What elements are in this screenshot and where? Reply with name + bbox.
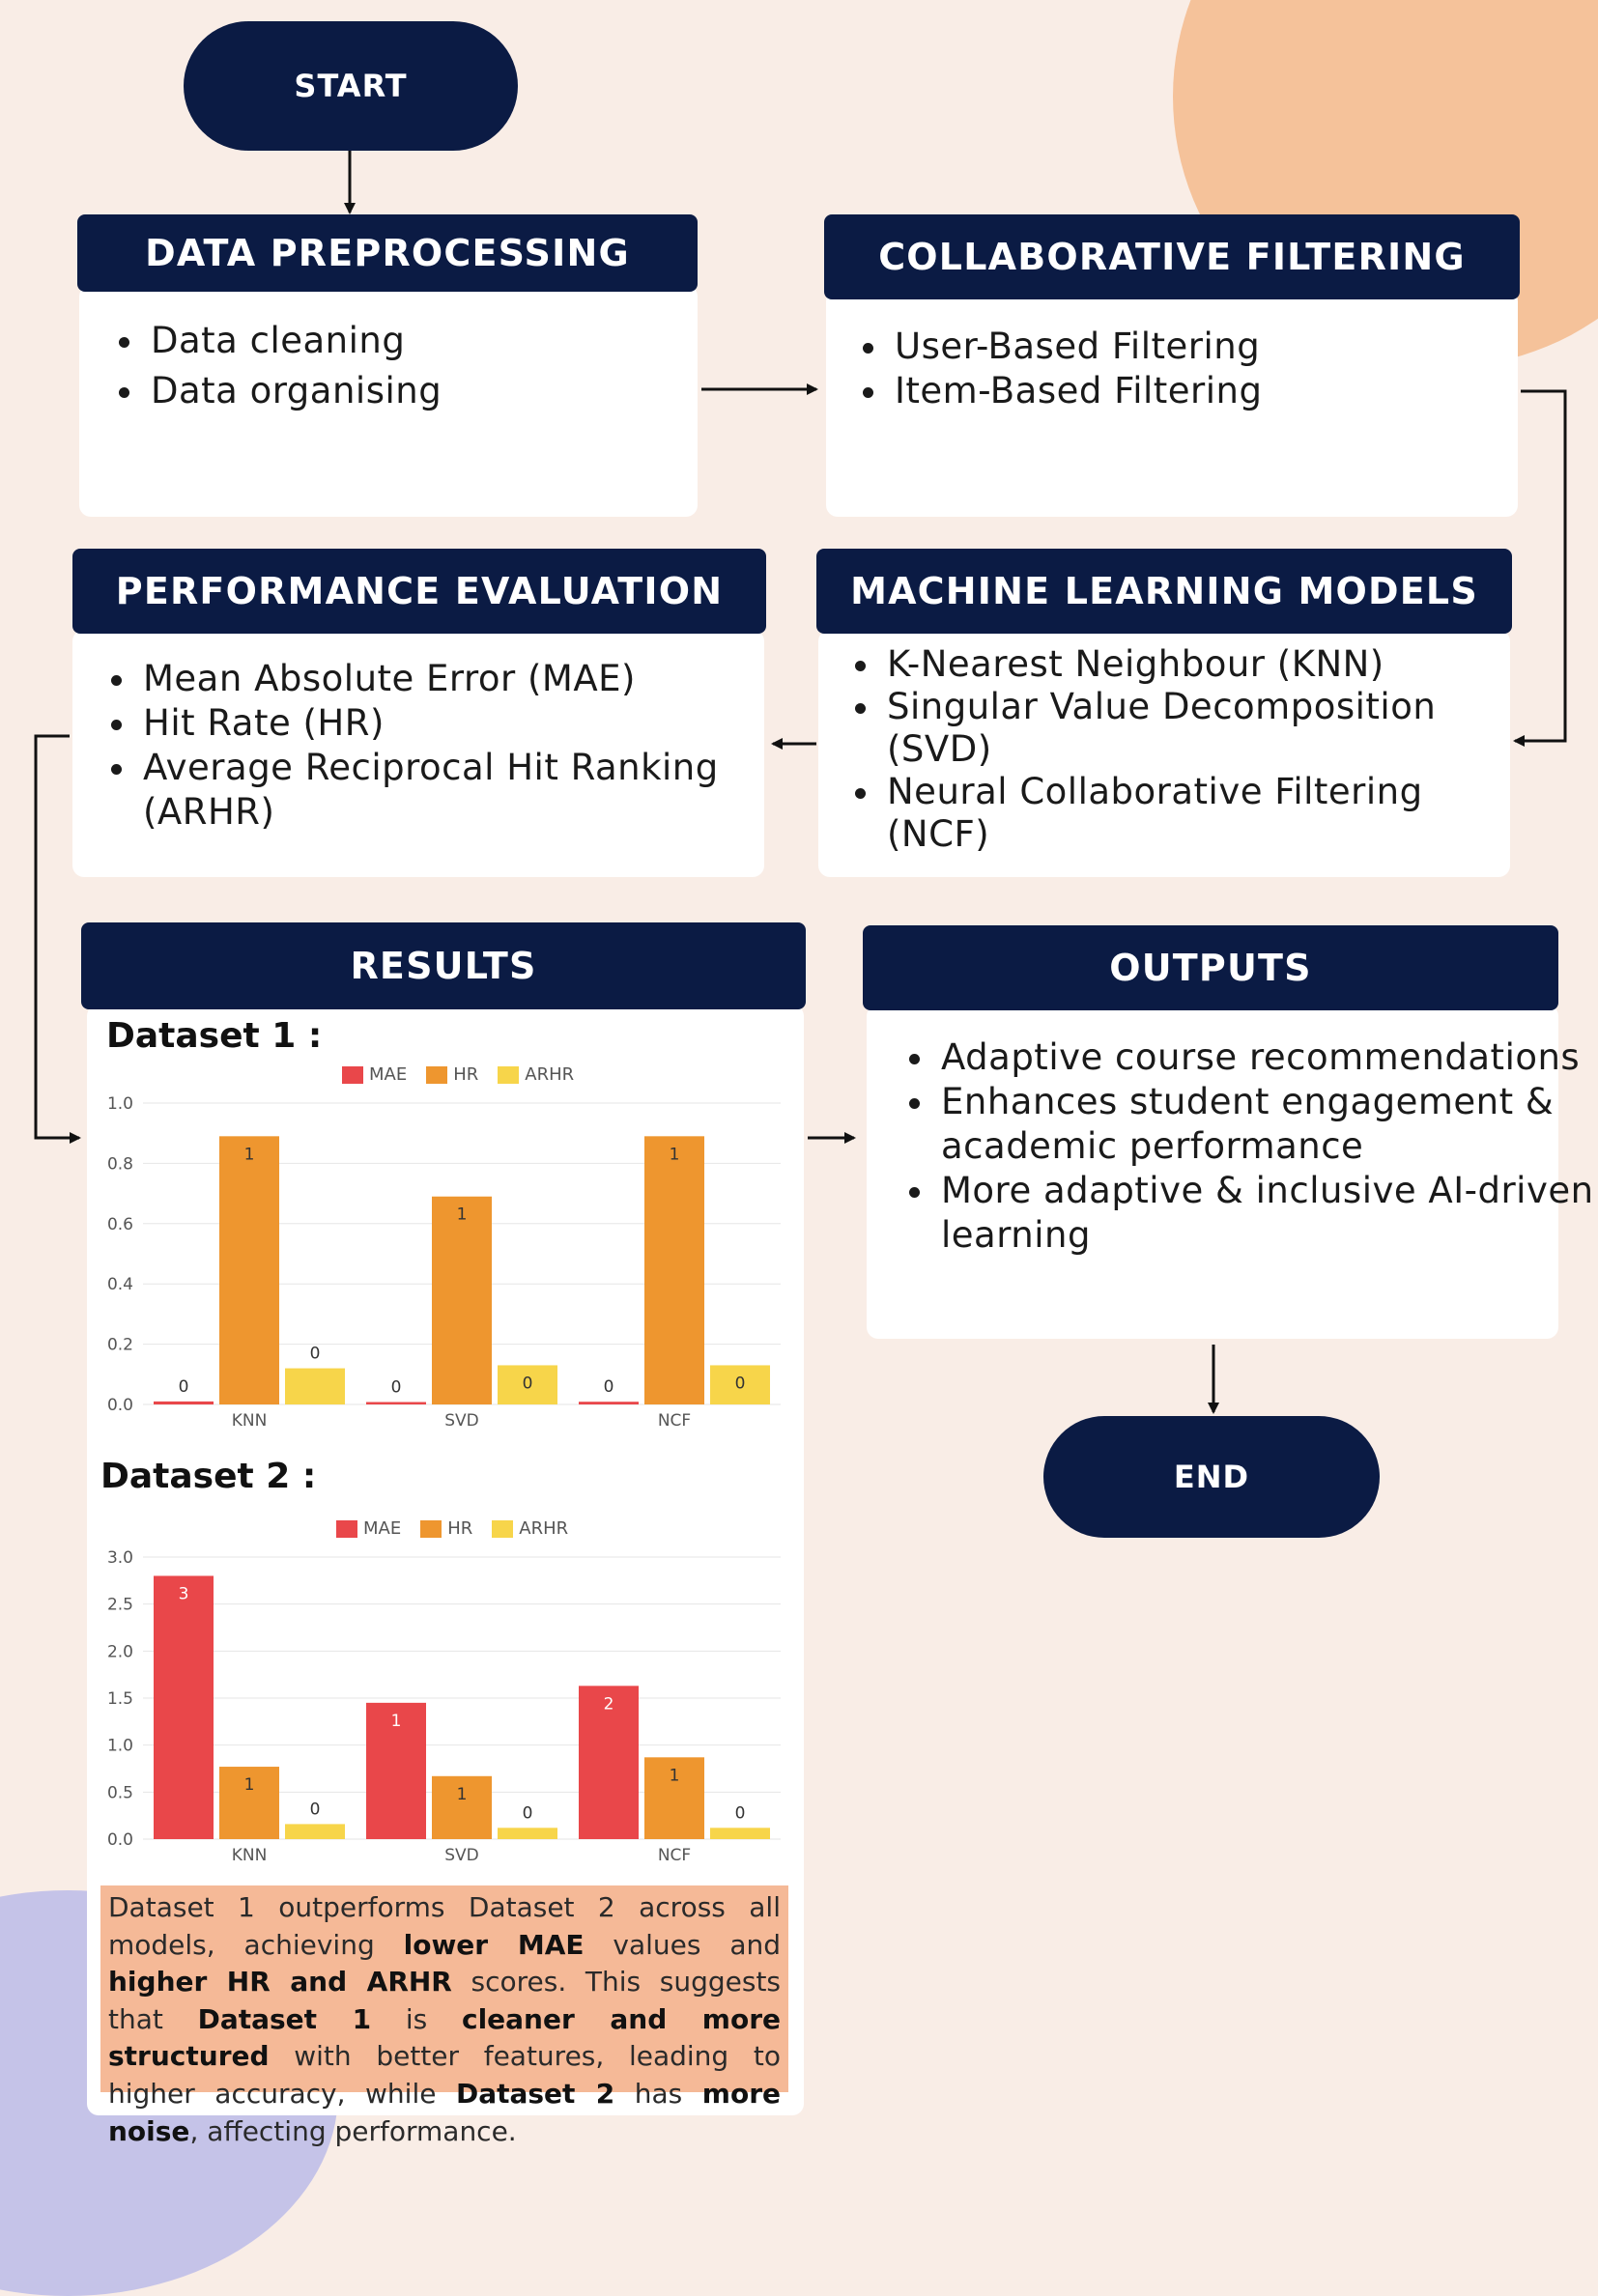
summary-text: with better features, leading to higher accuracy, while xyxy=(108,2040,781,2110)
data-preprocessing-title: DATA PREPROCESSING xyxy=(145,232,630,274)
bar-arhr xyxy=(710,1828,770,1839)
legend-label-hr: HR xyxy=(453,1064,479,1085)
list-item: • Hit Rate (HR) xyxy=(139,701,792,746)
y-tick-label: 0.6 xyxy=(106,1214,133,1234)
legend-label-mae: MAE xyxy=(369,1064,408,1085)
results-header xyxy=(81,922,806,1009)
y-tick-label: 1.5 xyxy=(106,1689,133,1709)
y-tick-label: 2.5 xyxy=(106,1595,133,1615)
dataset1-label: Dataset 1 : xyxy=(106,1016,323,1056)
results-summary xyxy=(100,1885,788,2147)
bar-mae xyxy=(154,1402,214,1404)
bar-hr xyxy=(219,1136,279,1404)
start-node xyxy=(184,21,518,151)
legend-swatch-hr xyxy=(420,1520,442,1538)
data-label: 0 xyxy=(390,1377,402,1398)
ml-models-title: MACHINE LEARNING MODELS xyxy=(850,570,1478,612)
x-tick-label: SVD xyxy=(444,1411,479,1431)
end-node xyxy=(1043,1416,1380,1538)
summary-emphasis: cleaner and more structured xyxy=(108,2002,782,2073)
data-label: 0 xyxy=(734,1374,746,1394)
data-label: 1 xyxy=(669,1766,680,1786)
data-label: 1 xyxy=(456,1784,468,1804)
performance-evaluation-header xyxy=(72,549,766,634)
bar-arhr xyxy=(285,1824,345,1839)
summary-emphasis: higher HR and ARHR xyxy=(108,1966,452,1998)
legend-swatch-mae xyxy=(342,1066,363,1084)
list-item: • Neural Collaborative Filtering (NCF) xyxy=(883,771,1482,856)
list-item: • More adaptive & inclusive AI-driven learning xyxy=(937,1169,1594,1258)
data-label: 0 xyxy=(522,1374,533,1394)
data-preprocessing-list xyxy=(102,319,707,413)
legend-swatch-arhr xyxy=(492,1520,513,1538)
y-tick-label: 0.0 xyxy=(106,1396,133,1415)
data-label: 0 xyxy=(603,1377,614,1398)
x-tick-label: NCF xyxy=(657,1846,692,1865)
data-label: 0 xyxy=(309,1800,321,1820)
outputs-header xyxy=(863,925,1558,1010)
performance-evaluation-list xyxy=(95,657,792,835)
end-label: END xyxy=(1173,1459,1250,1495)
dataset1-legend xyxy=(342,1064,574,1085)
x-tick-label: KNN xyxy=(231,1411,268,1431)
legend-swatch-hr xyxy=(426,1066,447,1084)
list-item: • User-Based Filtering xyxy=(891,325,1548,369)
data-label: 0 xyxy=(522,1803,533,1824)
summary-text: values and xyxy=(584,1928,781,1961)
data-label: 1 xyxy=(243,1775,255,1796)
summary-emphasis: lower MAE xyxy=(403,1928,585,1961)
bar-mae xyxy=(366,1403,426,1404)
outputs-list xyxy=(893,1035,1594,1258)
summary-text: Dataset 1 outperforms Dataset 2 across all models, achieving xyxy=(108,1891,781,1961)
list-item: • K-Nearest Neighbour (KNN) xyxy=(883,643,1482,686)
y-tick-label: 1.0 xyxy=(106,1736,133,1756)
y-tick-label: 0.5 xyxy=(106,1783,133,1803)
dataset1-bar-chart xyxy=(97,1091,792,1449)
x-tick-label: KNN xyxy=(231,1846,268,1865)
legend-label-mae: MAE xyxy=(363,1518,402,1539)
y-tick-label: 1.0 xyxy=(106,1094,133,1114)
bar-mae xyxy=(579,1402,639,1404)
y-tick-label: 2.0 xyxy=(106,1642,133,1662)
x-tick-label: SVD xyxy=(444,1846,479,1865)
summary-text: has xyxy=(614,2077,702,2110)
data-label: 3 xyxy=(178,1584,189,1604)
list-item: • Mean Absolute Error (MAE) xyxy=(139,657,792,701)
y-tick-label: 0.8 xyxy=(106,1154,133,1175)
data-label: 1 xyxy=(243,1145,255,1165)
collaborative-filtering-header xyxy=(824,214,1520,299)
bar-hr xyxy=(432,1197,492,1404)
dataset2-label: Dataset 2 : xyxy=(100,1457,317,1496)
arrow-filtering-to-models xyxy=(1515,391,1565,741)
summary-emphasis: more noise xyxy=(108,2077,781,2147)
list-item: • Data cleaning xyxy=(147,319,707,363)
list-item: • Enhances student engagement & academic performance xyxy=(937,1080,1594,1169)
ml-models-list xyxy=(839,643,1482,856)
legend-label-hr: HR xyxy=(447,1518,473,1539)
start-label: START xyxy=(294,68,408,104)
y-tick-label: 0.2 xyxy=(106,1335,133,1355)
bar-arhr xyxy=(498,1828,557,1839)
collaborative-filtering-title: COLLABORATIVE FILTERING xyxy=(878,236,1466,278)
performance-evaluation-title: PERFORMANCE EVALUATION xyxy=(115,570,724,612)
legend-label-arhr: ARHR xyxy=(525,1064,575,1085)
data-label: 2 xyxy=(603,1694,614,1715)
summary-text: scores. This suggests that xyxy=(108,1966,782,2035)
list-item: • Average Reciprocal Hit Ranking (ARHR) xyxy=(139,746,792,835)
data-label: 1 xyxy=(456,1205,468,1225)
list-item: • Singular Value Decomposition (SVD) xyxy=(883,686,1482,771)
list-item: • Data organising xyxy=(147,369,707,413)
legend-swatch-arhr xyxy=(498,1066,519,1084)
ml-models-header xyxy=(816,549,1512,634)
summary-emphasis: Dataset 1 xyxy=(197,2002,372,2035)
data-preprocessing-header xyxy=(77,214,698,292)
x-tick-label: NCF xyxy=(657,1411,692,1431)
summary-text: is xyxy=(371,2002,462,2035)
list-item: • Adaptive course recommendations xyxy=(937,1035,1594,1080)
collaborative-filtering-list xyxy=(846,325,1548,413)
y-tick-label: 0.4 xyxy=(106,1275,133,1295)
summary-text: , affecting performance. xyxy=(189,2114,517,2147)
dataset2-bar-chart xyxy=(97,1545,792,1884)
y-tick-label: 3.0 xyxy=(106,1548,133,1568)
summary-emphasis: Dataset 2 xyxy=(455,2077,615,2110)
legend-label-arhr: ARHR xyxy=(519,1518,569,1539)
outputs-title: OUTPUTS xyxy=(1109,947,1312,989)
bar-arhr xyxy=(285,1369,345,1404)
legend-swatch-mae xyxy=(336,1520,357,1538)
data-label: 0 xyxy=(734,1803,746,1824)
dataset2-legend xyxy=(336,1518,568,1539)
results-title: RESULTS xyxy=(350,945,537,987)
data-label: 0 xyxy=(309,1344,321,1364)
bar-mae xyxy=(154,1575,214,1839)
data-label: 1 xyxy=(669,1145,680,1165)
data-label: 0 xyxy=(178,1376,189,1397)
bar-hr xyxy=(644,1136,704,1404)
data-label: 1 xyxy=(390,1711,402,1731)
y-tick-label: 0.0 xyxy=(106,1830,133,1850)
list-item: • Item-Based Filtering xyxy=(891,369,1548,413)
